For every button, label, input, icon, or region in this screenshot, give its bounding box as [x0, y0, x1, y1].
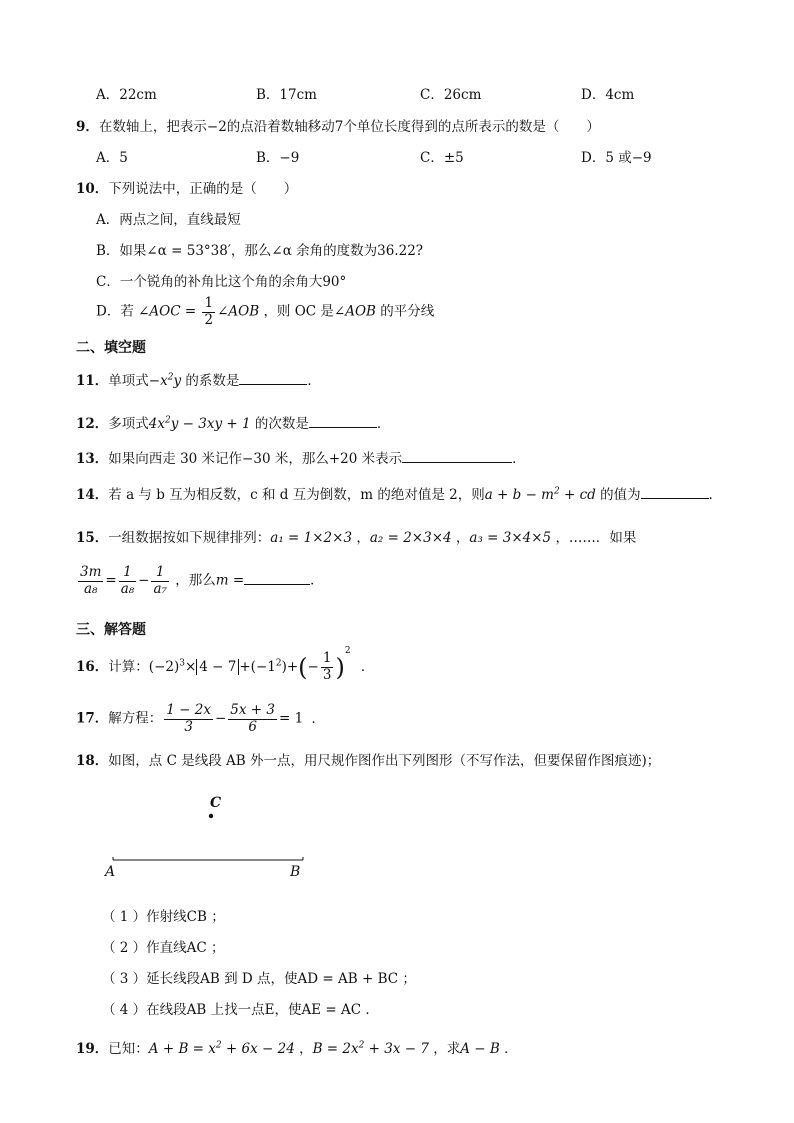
q10-option-a: A．两点之间，直线最短 [96, 212, 241, 228]
q14 [76, 483, 722, 503]
q9-number: 9． [76, 119, 99, 135]
q15-post: ，……．如果 [555, 530, 637, 546]
q12 [76, 412, 390, 432]
q10-option-b: B．如果∠α = 53°38′，那么∠α 余角的度数为36.22? [96, 243, 424, 259]
q13-end: ． [512, 451, 526, 467]
figure-label-b: B [290, 864, 301, 880]
q15-eq: = [105, 572, 117, 589]
q17-number: 17． [76, 710, 109, 727]
q18-step-1: （ 1 ）作射线CB ； [102, 909, 225, 925]
q18-text: 如图，点 C 是线段 AB 外一点，用尺规作图作出下列图形（不写作法，但要保留作图痕迹)； [108, 753, 661, 769]
q15-pre: 一组数据按如下规律排列： [108, 530, 271, 546]
q15-sep2: ， [455, 530, 470, 546]
q10-d-lhs: ∠AOC = [138, 303, 197, 320]
q17-minus: − [214, 710, 227, 727]
q10-d-prefix: D．若 [96, 303, 134, 320]
q15-frac-1: $\frac{1}{\text{a₈}}$ [120, 564, 135, 597]
q19-post: ，求 [433, 1041, 461, 1057]
q13-text: 如果向西走 30 米记作−30 米，那么+20 米表示 [108, 451, 403, 467]
q10-d-angle: ∠AOB [333, 303, 376, 320]
q14-end: ． [708, 487, 723, 503]
q9-option-d: D．5 或−9 [581, 150, 652, 166]
q10-stem [76, 177, 297, 197]
q12-end: ． [376, 416, 391, 432]
q12-number: 12． [76, 416, 109, 432]
figure-label-c: C [210, 795, 222, 811]
q15-frac-2: $\frac{1}{\text{a₇}}$ [153, 564, 167, 597]
q13-answer-blank[interactable] [402, 450, 512, 463]
q15-end: ． [310, 572, 324, 589]
q16-term1: $(-2)^3$ [148, 658, 185, 675]
q19-expr1: $A + B = x^2 + 6x - 24$ [148, 1040, 295, 1057]
q15-minus: − [138, 572, 150, 589]
q12-post: 的次数是 [254, 416, 309, 432]
q14-text: 若 a 与 b 互为相反数，c 和 d 互为倒数，m 的绝对值是 2，则 [108, 487, 485, 503]
q15-frac-lhs: $\frac{3m}{\text{a₈}}$ [80, 564, 102, 597]
q16-plus1: + [239, 659, 251, 675]
q9-option-a: A．5 [96, 150, 128, 166]
q8-option-d: D．4cm [581, 87, 635, 103]
q12-pre: 多项式 [108, 416, 149, 432]
q16-number: 16． [76, 659, 109, 675]
q16-pre: 计算： [108, 659, 149, 675]
q8-option-a: A．22cm [96, 87, 157, 103]
q17-end: ． [311, 710, 325, 727]
q19-pre: 已知： [108, 1041, 149, 1057]
q12-expr: $4x^2y - 3xy + 1$ [148, 415, 251, 432]
q11-expr: $-x^2y$ [148, 372, 182, 389]
q19-expr2: $B = 2x^2 + 3x - 7$ [312, 1040, 429, 1057]
q16-abs: 4 − 7 [196, 659, 239, 675]
q17-frac-2: $\frac{5x + 3}{6}$ [230, 702, 275, 735]
q15-line2 [76, 565, 324, 597]
q13-number: 13． [76, 451, 109, 467]
q9-text: 在数轴上，把表示−2的点沿着数轴移动7个单位长度得到的点所表示的数是（ ） [98, 119, 600, 135]
q19-end: ． [504, 1041, 518, 1057]
q9-stem [76, 115, 600, 135]
q14-number: 14． [76, 487, 109, 503]
q15-a2: a₂ = 2×3×4 [369, 530, 452, 546]
q10-d-frac-den: 2 [204, 311, 214, 328]
q15-m: m = [215, 572, 245, 589]
q16-term3: (− $\frac{1}{3}$ )$^2$ [298, 646, 351, 683]
q15-line1 [76, 526, 636, 546]
q16-times: × [184, 659, 197, 675]
q18-number: 18． [76, 753, 109, 769]
point-c [209, 814, 213, 818]
section-2-heading: 二、填空题 [76, 340, 146, 356]
q9-option-b: B．−9 [256, 150, 300, 166]
q15-answer-blank[interactable] [244, 572, 310, 585]
q11-post: 的系数是 [185, 373, 240, 389]
q10-option-c: C．一个锐角的补角比这个角的余角大90° [96, 274, 347, 290]
q10-option-d [96, 296, 434, 328]
q10-d-end: 的平分线 [380, 303, 435, 320]
q9-option-c: C．±5 [420, 150, 464, 166]
q15-a1: a₁ = 1×2×3 [270, 530, 353, 546]
q15-post2: ，那么 [175, 572, 216, 589]
q8-option-c: C．26cm [420, 87, 482, 103]
q14-expr: $a + b - m^2$ + cd [484, 486, 596, 503]
q17-pre: 解方程： [108, 710, 163, 727]
section-3-heading: 三、解答题 [76, 622, 146, 638]
q10-text: 下列说法中，正确的是（ ） [108, 181, 298, 197]
q10-d-mid: ，则 OC 是 [263, 303, 334, 320]
q17 [76, 703, 325, 735]
q19-mid: ， [299, 1041, 313, 1057]
q10-d-fraction [202, 296, 215, 328]
q8-option-b: B．17cm [256, 87, 317, 103]
q16 [76, 646, 375, 684]
q14-answer-blank[interactable] [641, 486, 709, 499]
q18-step-3: （ 3 ）延长线段AB 到 D 点，使AD = AB + BC ； [102, 971, 416, 987]
q15-a3: a₃ = 3×4×5 [469, 530, 552, 546]
q17-frac-1: $\frac{1 - 2x}{3}$ [166, 702, 211, 735]
q16-end: ． [360, 659, 375, 675]
q15-number: 15． [76, 530, 109, 546]
q16-term2: $(-1^2)$ [250, 658, 287, 675]
q13 [76, 447, 526, 467]
q11-answer-blank[interactable] [239, 372, 307, 385]
q17-rhs: = 1 [278, 710, 304, 727]
q10-d-rhs: ∠AOB [217, 303, 260, 320]
q11 [76, 369, 321, 389]
q16-plus2: + [286, 659, 299, 675]
q19 [76, 1037, 518, 1057]
q18-step-2: （ 2 ）作直线AC ； [102, 940, 225, 956]
q18-figure [100, 790, 320, 885]
q10-d-frac-num: 1 [204, 295, 214, 311]
q11-end: ． [307, 373, 321, 389]
q12-answer-blank[interactable] [309, 415, 377, 428]
q18-stem [76, 749, 660, 769]
q19-number: 19． [76, 1041, 109, 1057]
q19-expr3: A − B [460, 1041, 500, 1057]
q15-sep1: ， [356, 530, 370, 546]
q18-step-4: （ 4 ）在线段AB 上找一点E，使AE = AC ． [102, 1002, 379, 1018]
q10-number: 10． [76, 181, 109, 197]
q11-number: 11． [76, 373, 109, 389]
q14-post: 的值为 [600, 487, 641, 503]
figure-label-a: A [105, 864, 116, 880]
q11-pre: 单项式 [108, 373, 149, 389]
